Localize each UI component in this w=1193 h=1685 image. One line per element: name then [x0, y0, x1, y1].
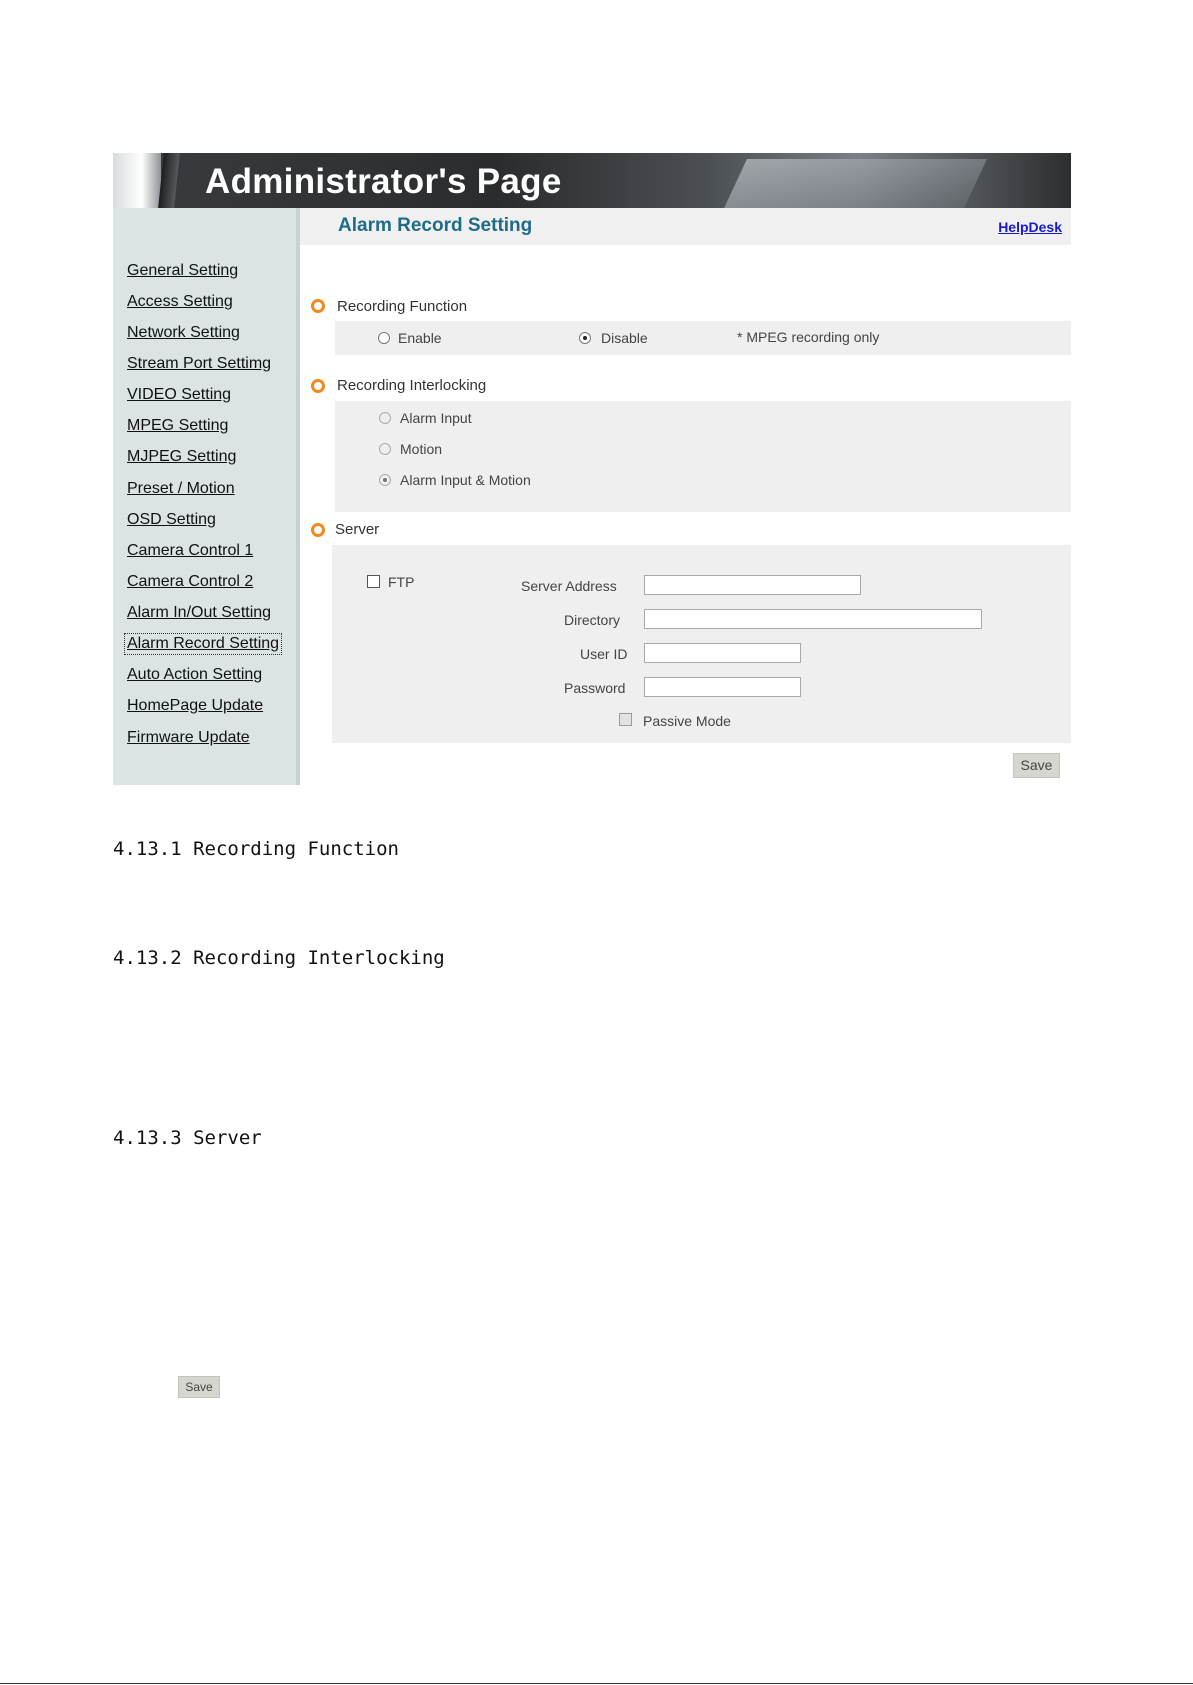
- alarm-input-label: Alarm Input: [400, 410, 472, 426]
- sidebar-item-firmware-update[interactable]: Firmware Update: [127, 729, 250, 746]
- sidebar-item-camera-control-2[interactable]: Camera Control 2: [127, 573, 254, 590]
- section-bullet-icon: [311, 299, 325, 313]
- sidebar-item-mpeg-setting[interactable]: MPEG Setting: [127, 417, 229, 434]
- section-heading-recording-function: 4.13.1 Recording Function: [113, 838, 399, 860]
- banner-decoration: [113, 153, 161, 208]
- sidebar-item-stream-port-setting[interactable]: Stream Port Settimg: [127, 355, 272, 372]
- alarm-input-motion-radio[interactable]: [379, 474, 391, 486]
- sidebar-item-general-setting[interactable]: General Setting: [127, 262, 239, 279]
- passive-mode-label: Passive Mode: [643, 713, 731, 729]
- ftp-label: FTP: [388, 574, 415, 590]
- enable-radio[interactable]: [378, 332, 390, 344]
- server-heading: Server: [335, 521, 380, 538]
- server-address-label: Server Address: [521, 578, 617, 594]
- banner-title: Administrator's Page: [205, 162, 562, 201]
- alarm-input-motion-label: Alarm Input & Motion: [400, 472, 531, 488]
- mpeg-note: * MPEG recording only: [737, 329, 880, 345]
- directory-label: Directory: [564, 612, 621, 628]
- ftp-checkbox[interactable]: [367, 575, 380, 588]
- page-bottom-rule: [0, 1683, 1193, 1684]
- sidebar-item-mjpeg-setting[interactable]: MJPEG Setting: [127, 448, 237, 465]
- directory-input[interactable]: [644, 609, 982, 629]
- sidebar-item-homepage-update[interactable]: HomePage Update: [127, 697, 264, 714]
- section-bullet-icon: [311, 523, 325, 537]
- sidebar-item-auto-action-setting[interactable]: Auto Action Setting: [127, 666, 263, 683]
- disable-radio[interactable]: [579, 332, 591, 344]
- sidebar-item-video-setting[interactable]: VIDEO Setting: [127, 386, 232, 403]
- recording-interlocking-heading: Recording Interlocking: [337, 377, 487, 394]
- banner: [113, 153, 1071, 208]
- recording-interlocking-panel: [335, 401, 1071, 512]
- sidebar: [113, 208, 296, 785]
- recording-function-panel: [335, 321, 1071, 355]
- page-title: Alarm Record Setting: [338, 215, 533, 236]
- section-bullet-icon: [311, 379, 325, 393]
- password-label: Password: [564, 680, 626, 696]
- helpdesk-link[interactable]: HelpDesk: [998, 219, 1062, 235]
- section-heading-recording-interlocking: 4.13.2 Recording Interlocking: [113, 947, 445, 969]
- password-input[interactable]: [644, 677, 801, 697]
- recording-function-heading: Recording Function: [337, 298, 468, 315]
- server-panel: [332, 545, 1071, 743]
- sidebar-item-camera-control-1[interactable]: Camera Control 1: [127, 542, 254, 559]
- section-heading-server: 4.13.3 Server: [113, 1127, 262, 1149]
- sidebar-item-osd-setting[interactable]: OSD Setting: [127, 511, 216, 528]
- sidebar-divider: [296, 208, 300, 785]
- save-button-icon: Save: [178, 1376, 220, 1398]
- sidebar-item-preset-motion[interactable]: Preset / Motion: [127, 480, 235, 497]
- server-address-input[interactable]: [644, 575, 861, 595]
- user-id-input[interactable]: [644, 643, 801, 663]
- disable-label: Disable: [601, 330, 648, 346]
- passive-mode-checkbox[interactable]: [619, 713, 632, 726]
- alarm-input-radio[interactable]: [379, 412, 391, 424]
- sidebar-item-access-setting[interactable]: Access Setting: [127, 293, 233, 310]
- admin-screenshot: [113, 153, 1071, 785]
- sidebar-item-alarm-record-setting[interactable]: Alarm Record Setting: [127, 635, 280, 652]
- motion-label: Motion: [400, 441, 443, 457]
- motion-radio[interactable]: [379, 443, 391, 455]
- title-bar: [300, 208, 1071, 245]
- sidebar-item-network-setting[interactable]: Network Setting: [127, 324, 240, 341]
- save-button[interactable]: Save: [1013, 753, 1060, 778]
- sidebar-item-alarm-in-out-setting[interactable]: Alarm In/Out Setting: [127, 604, 272, 621]
- laptop-image: [719, 159, 987, 208]
- user-id-label: User ID: [580, 646, 628, 662]
- banner-decoration: [158, 153, 180, 208]
- enable-label: Enable: [398, 330, 442, 346]
